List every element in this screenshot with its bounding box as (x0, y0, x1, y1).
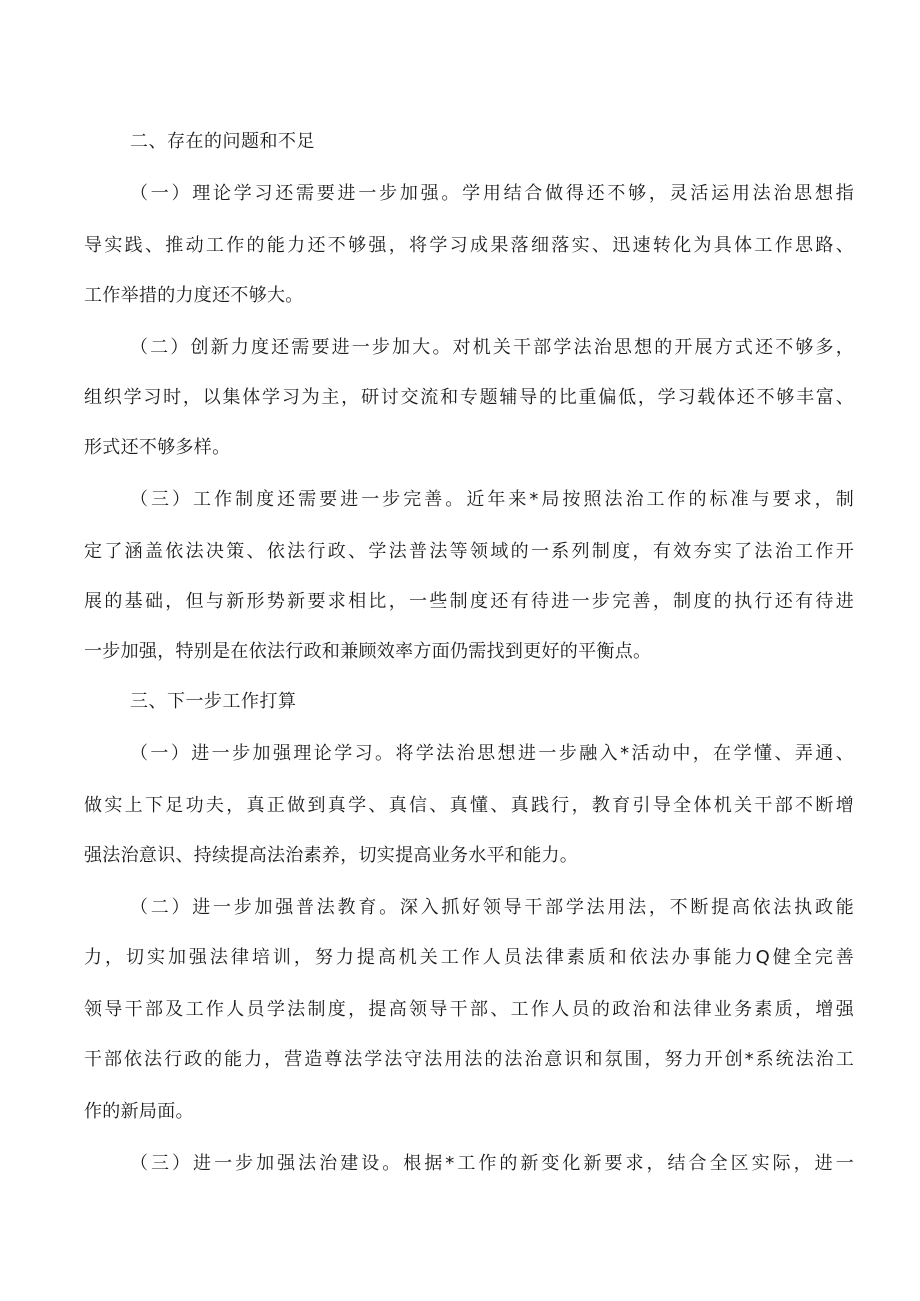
paragraph-line: 强法治意识、持续提高法治素养，切实提高业务水平和能力。 (84, 845, 579, 866)
paragraph-line: 定了涵盖依法决策、依法行政、学法普法等领域的一系列制度，有效夯实了法治工作开 (84, 541, 854, 562)
paragraph-line: （三）工作制度还需要进一步完善。近年来*局按照法治工作的标准与要求，制 (130, 489, 854, 510)
paragraph-line: 力，切实加强法律培训，努力提高机关工作人员法律素质和依法办事能力Q健全完善 (84, 947, 854, 968)
paragraph-line: 作的新局面。 (84, 1101, 194, 1122)
paragraph-line: （一）理论学习还需要进一步加强。学用结合做得还不够，灵活运用法治思想指 (130, 183, 854, 204)
paragraph-line: 一步加强，特别是在依法行政和兼顾效率方面仍需找到更好的平衡点。 (84, 641, 652, 662)
paragraph-line: （一）进一步加强理论学习。将学法治思想进一步融入*活动中，在学懂、弄通、 (130, 743, 854, 764)
paragraph-line: 做实上下足功夫，真正做到真学、真信、真懂、真践行，教育引导全体机关干部不断增 (84, 795, 854, 816)
paragraph-line: 展的基础，但与新形势新要求相比，一些制度还有待进一步完善，制度的执行还有待进 (84, 591, 854, 612)
paragraph-line: 工作举措的力度还不够大。 (84, 285, 304, 306)
paragraph-line: 组织学习时，以集体学习为主，研讨交流和专题辅导的比重偏低，学习载体还不够丰富、 (84, 387, 854, 408)
paragraph-line: 领导干部及工作人员学法制度，提高领导干部、工作人员的政治和法律业务素质，增强 (84, 999, 854, 1020)
paragraph-line: （三）进一步加强法治建设。根据*工作的新变化新要求，结合全区实际，进一 (130, 1153, 854, 1174)
paragraph-line: （二）进一步加强普法教育。深入抓好领导干部学法用法，不断提高依法执政能 (130, 897, 854, 918)
section-heading-next-steps: 三、下一步工作打算 (130, 691, 297, 712)
paragraph-line: 形式还不够多样。 (84, 437, 231, 458)
paragraph-line: 干部依法行政的能力，营造尊法学法守法用法的法治意识和氛围，努力开创*系统法治工 (84, 1049, 854, 1070)
paragraph-line: 导实践、推动工作的能力还不够强，将学习成果落细落实、迅速转化为具体工作思路、 (84, 235, 854, 256)
paragraph-line: （二）创新力度还需要进一步加大。对机关干部学法治思想的开展方式还不够多， (130, 337, 854, 358)
section-heading-problems: 二、存在的问题和不足 (130, 131, 315, 152)
